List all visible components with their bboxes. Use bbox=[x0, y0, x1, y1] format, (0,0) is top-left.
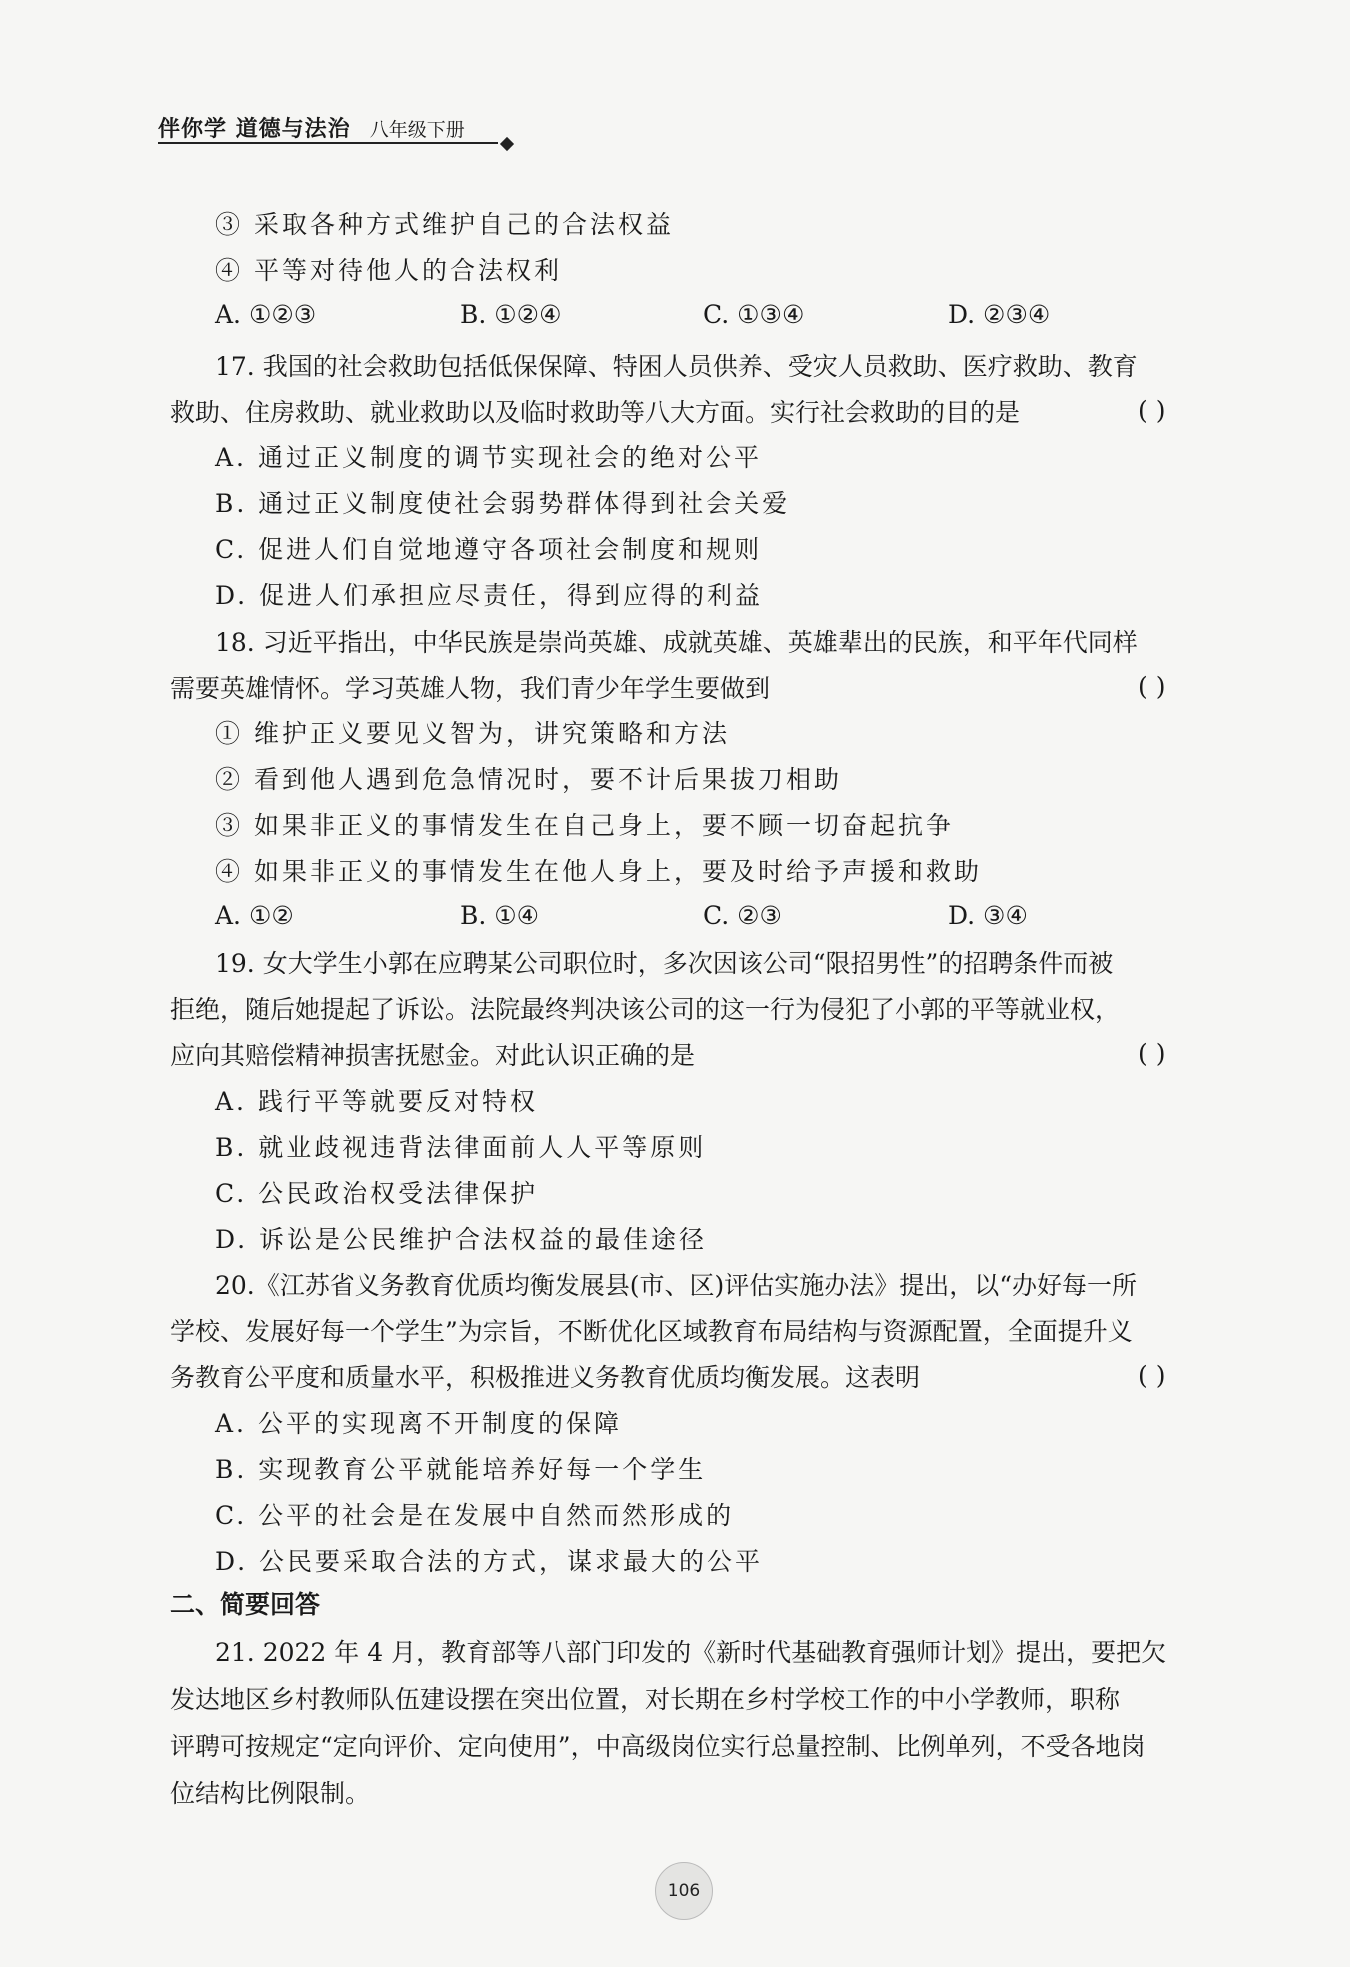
q21-line-4: 位结构比例限制。 bbox=[170, 1779, 371, 1808]
q19-answer-blank: ( ) bbox=[1138, 1039, 1166, 1068]
q20-option-a: A. 公平的实现离不开制度的保障 bbox=[215, 1409, 622, 1438]
q16-option-a: A. ①②③ bbox=[215, 300, 317, 329]
q16-item-4: ④ 平等对待他人的合法权利 bbox=[215, 256, 562, 285]
q18-option-d: D. ③④ bbox=[948, 901, 1028, 930]
page-number: 106 bbox=[655, 1862, 713, 1920]
q21-line-2: 发达地区乡村教师队伍建设摆在突出位置，对长期在乡村学校工作的中小学教师，职称 bbox=[170, 1685, 1121, 1714]
q19-stem-line-3: 应向其赔偿精神损害抚慰金。对此认识正确的是 bbox=[170, 1041, 696, 1070]
q17-option-c: C. 促进人们自觉地遵守各项社会制度和规则 bbox=[215, 535, 763, 564]
q18-option-c: C. ②③ bbox=[703, 901, 782, 930]
q18-item-2: ② 看到他人遇到危急情况时，要不计后果拔刀相助 bbox=[215, 765, 842, 794]
q16-item-3: ③ 采取各种方式维护自己的合法权益 bbox=[215, 210, 674, 239]
header-brand: 伴你学 道德与法治 bbox=[158, 117, 351, 142]
q18-answer-blank: ( ) bbox=[1138, 672, 1166, 701]
q16-option-b: B. ①②④ bbox=[460, 300, 562, 329]
section-heading: 二、简要回答 bbox=[170, 1590, 321, 1619]
diamond-icon bbox=[500, 137, 514, 151]
q18-option-b: B. ①④ bbox=[460, 901, 540, 930]
q17-stem-line-2: 救助、住房救助、就业救助以及临时救助等八大方面。实行社会救助的目的是 bbox=[170, 398, 1021, 427]
q17-answer-blank: ( ) bbox=[1138, 396, 1166, 425]
q19-option-c: C. 公民政治权受法律保护 bbox=[215, 1179, 539, 1208]
q20-answer-blank: ( ) bbox=[1138, 1361, 1166, 1390]
q16-option-d: D. ②③④ bbox=[948, 300, 1051, 329]
q19-stem-line-1: 19. 女大学生小郭在应聘某公司职位时，多次因该公司“限招男性”的招聘条件而被 bbox=[215, 949, 1114, 978]
q18-item-3: ③ 如果非正义的事情发生在自己身上，要不顾一切奋起抗争 bbox=[215, 811, 954, 840]
q20-stem-line-2: 学校、发展好每一个学生”为宗旨，不断优化区域教育布局结构与资源配置，全面提升义 bbox=[170, 1317, 1133, 1346]
page-header bbox=[158, 112, 498, 144]
q21-line-1: 21. 2022 年 4 月，教育部等八部门印发的《新时代基础教育强师计划》提出，要把欠 bbox=[215, 1638, 1167, 1667]
q16-option-c: C. ①③④ bbox=[703, 300, 805, 329]
q20-option-d: D. 公民要采取合法的方式，谋求最大的公平 bbox=[215, 1547, 764, 1576]
q18-stem-line-2: 需要英雄情怀。学习英雄人物，我们青少年学生要做到 bbox=[170, 674, 771, 703]
q19-option-b: B. 就业歧视违背法律面前人人平等原则 bbox=[215, 1133, 707, 1162]
header-grade: 八年级下册 bbox=[369, 119, 465, 141]
q18-option-a: A. ①② bbox=[215, 901, 294, 930]
q20-option-c: C. 公平的社会是在发展中自然而然形成的 bbox=[215, 1501, 735, 1530]
q19-option-d: D. 诉讼是公民维护合法权益的最佳途径 bbox=[215, 1225, 708, 1254]
q20-stem-line-1: 20.《江苏省义务教育优质均衡发展县(市、区)评估实施办法》提出，以“办好每一所 bbox=[215, 1271, 1138, 1300]
q20-stem-line-3: 务教育公平度和质量水平，积极推进义务教育优质均衡发展。这表明 bbox=[170, 1363, 921, 1392]
q18-stem-line-1: 18. 习近平指出，中华民族是崇尚英雄、成就英雄、英雄辈出的民族，和平年代同样 bbox=[215, 628, 1138, 657]
q19-stem-line-2: 拒绝，随后她提起了诉讼。法院最终判决该公司的这一行为侵犯了小郭的平等就业权， bbox=[170, 995, 1121, 1024]
q19-option-a: A. 践行平等就要反对特权 bbox=[215, 1087, 538, 1116]
q17-option-d: D. 促进人们承担应尽责任，得到应得的利益 bbox=[215, 581, 764, 610]
q21-line-3: 评聘可按规定“定向评价、定向使用”，中高级岗位实行总量控制、比例单列，不受各地岗 bbox=[170, 1732, 1146, 1761]
q18-item-1: ① 维护正义要见义智为，讲究策略和方法 bbox=[215, 719, 730, 748]
q17-option-a: A. 通过正义制度的调节实现社会的绝对公平 bbox=[215, 443, 762, 472]
q18-item-4: ④ 如果非正义的事情发生在他人身上，要及时给予声援和救助 bbox=[215, 857, 982, 886]
q17-stem-line-1: 17. 我国的社会救助包括低保保障、特困人员供养、受灾人员救助、医疗救助、教育 bbox=[215, 352, 1138, 381]
q20-option-b: B. 实现教育公平就能培养好每一个学生 bbox=[215, 1455, 707, 1484]
q17-option-b: B. 通过正义制度使社会弱势群体得到社会关爱 bbox=[215, 489, 791, 518]
